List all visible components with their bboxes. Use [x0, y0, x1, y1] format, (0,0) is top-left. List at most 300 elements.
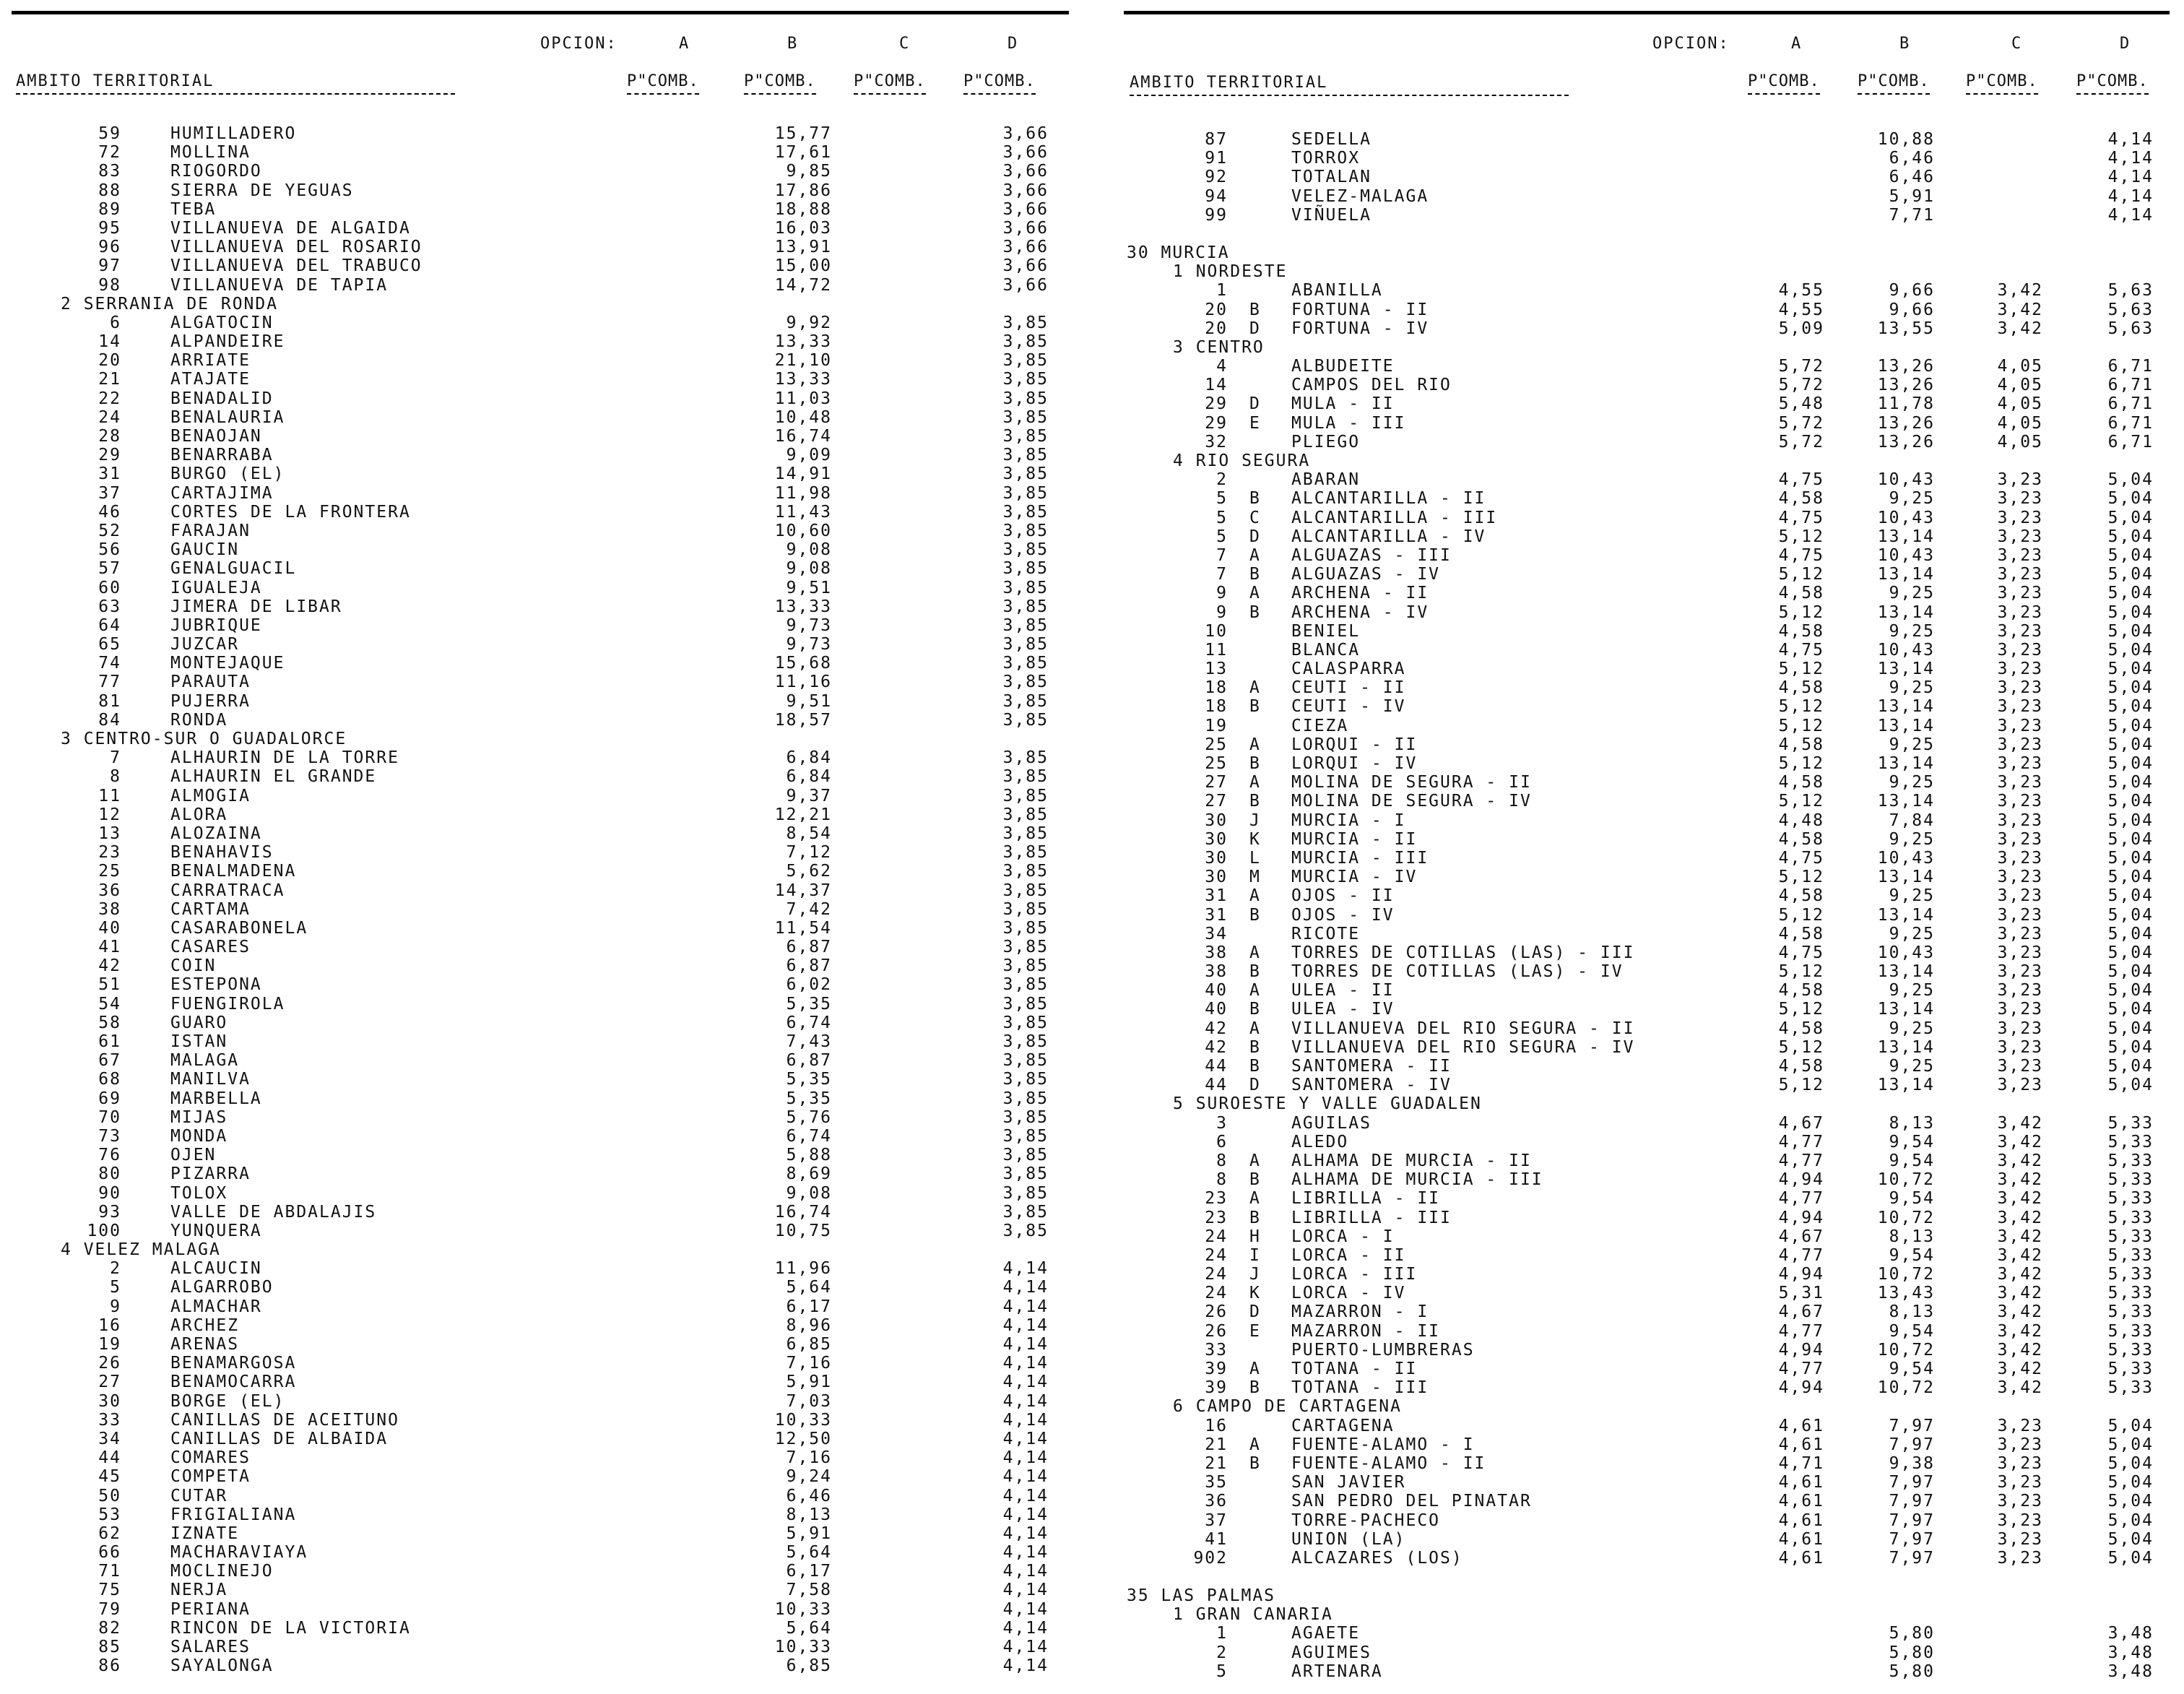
- value-d: 3,85: [1002, 1221, 1049, 1240]
- value-d: 3,85: [1002, 1164, 1049, 1184]
- value-b: 15,00: [774, 256, 832, 276]
- value-d: 3,66: [1002, 256, 1049, 276]
- value-b: 10,60: [774, 521, 832, 540]
- table-row: [1112, 584, 2184, 602]
- value-d: 6,71: [2107, 394, 2154, 414]
- value-c: 3,23: [1997, 1473, 2043, 1492]
- code-suffix: B: [1249, 792, 1261, 811]
- municipality-name: CARTAMA: [170, 899, 251, 919]
- value-d: 5,04: [2107, 829, 2154, 849]
- table-row: [1112, 1284, 2184, 1302]
- municipality-code: 23: [98, 843, 121, 863]
- value-b: 5,64: [786, 1543, 832, 1563]
- value-d: 3,85: [1002, 1070, 1049, 1089]
- municipality-name: VILLANUEVA DEL RIO SEGURA - IV: [1291, 1037, 1635, 1057]
- municipality-code: 94: [1205, 186, 1228, 206]
- municipality-code: 92: [1205, 168, 1228, 187]
- municipality-code: 64: [98, 615, 121, 635]
- municipality-name: PLIEGO: [1291, 432, 1361, 451]
- table-row: [1112, 1624, 2184, 1643]
- municipality-name: ALMACHAR: [170, 1297, 262, 1316]
- value-b: 10,72: [1877, 1378, 1935, 1398]
- value-b: 10,43: [1877, 943, 1935, 962]
- value-b: 9,25: [1889, 735, 1935, 754]
- value-d: 3,85: [1002, 427, 1049, 446]
- municipality-code: 37: [98, 483, 121, 503]
- value-d: 3,85: [1002, 578, 1049, 597]
- value-d: 5,04: [2107, 489, 2154, 509]
- value-c: 3,42: [1997, 319, 2043, 338]
- value-b: 11,03: [774, 389, 832, 408]
- region-title: 30 MURCIA: [1127, 243, 1230, 262]
- municipality-code: 72: [98, 143, 121, 163]
- table-row: [0, 1297, 1083, 1316]
- municipality-name: IZNATE: [170, 1524, 240, 1543]
- municipality-name: BENIEL: [1291, 621, 1361, 641]
- table-row: [1112, 206, 2184, 225]
- value-a: 4,58: [1778, 678, 1824, 698]
- value-a: 4,75: [1778, 545, 1824, 565]
- value-a: 4,58: [1778, 1057, 1824, 1076]
- table-row: [0, 843, 1083, 862]
- value-b: 14,37: [774, 881, 832, 900]
- code-suffix: D: [1249, 1302, 1261, 1322]
- value-c: 3,23: [1997, 1453, 2043, 1473]
- municipality-name: MAZARRON - I: [1291, 1302, 1429, 1322]
- value-b: 13,33: [774, 370, 832, 389]
- value-d: 5,04: [2107, 868, 2154, 887]
- table-row: [0, 351, 1083, 370]
- municipality-code: 1: [1216, 281, 1228, 301]
- value-b: 8,69: [786, 1164, 832, 1184]
- municipality-code: 34: [98, 1429, 121, 1448]
- municipality-name: ALCANTARILLA - III: [1291, 508, 1498, 527]
- value-d: 4,14: [1002, 1524, 1049, 1543]
- value-a: 4,67: [1778, 1227, 1824, 1246]
- municipality-code: 30: [1205, 829, 1228, 849]
- right-page: [1112, 0, 2184, 1694]
- municipality-code: 61: [98, 1032, 121, 1051]
- value-b: 10,33: [774, 1599, 832, 1619]
- value-d: 5,04: [2107, 1076, 2154, 1095]
- value-d: 3,85: [1002, 691, 1049, 711]
- code-suffix: A: [1249, 545, 1261, 565]
- value-c: 3,23: [1997, 886, 2043, 906]
- municipality-name: LIBRILLA - II: [1291, 1189, 1441, 1209]
- municipality-code: 86: [98, 1656, 121, 1676]
- value-c: 4,05: [1997, 357, 2043, 376]
- municipality-code: 29: [1205, 413, 1228, 433]
- region-title: 35 LAS PALMAS: [1127, 1586, 1276, 1606]
- municipality-code: 26: [1205, 1321, 1228, 1341]
- table-row: [1112, 717, 2184, 735]
- subregion-title: 4 VELEZ MALAGA: [61, 1240, 221, 1260]
- value-b: 12,21: [774, 805, 832, 824]
- value-a: 5,72: [1778, 413, 1824, 433]
- code-suffix: B: [1249, 1170, 1261, 1190]
- municipality-name: SEDELLA: [1291, 130, 1372, 149]
- municipality-code: 27: [1205, 792, 1228, 811]
- value-d: 5,04: [2107, 773, 2154, 792]
- table-row: [0, 995, 1083, 1014]
- value-a: 5,12: [1778, 905, 1824, 925]
- value-b: 13,14: [1877, 716, 1935, 735]
- municipality-code: 80: [98, 1164, 121, 1184]
- value-d: 4,14: [1002, 1335, 1049, 1354]
- value-c: 3,42: [1997, 1132, 2043, 1151]
- municipality-code: 99: [1205, 205, 1228, 225]
- municipality-name: SALARES: [170, 1638, 251, 1656]
- value-d: 5,33: [2107, 1321, 2154, 1341]
- table-row: [0, 1448, 1083, 1467]
- value-b: 11,98: [774, 483, 832, 503]
- municipality-code: 5: [1216, 527, 1228, 546]
- value-d: 5,33: [2107, 1265, 2154, 1284]
- municipality-code: 81: [98, 691, 121, 711]
- value-d: 4,14: [1002, 1259, 1049, 1279]
- value-c: 3,42: [1997, 1340, 2043, 1360]
- value-a: 4,58: [1778, 621, 1824, 641]
- table-row: [1112, 603, 2184, 622]
- table-row: [1112, 149, 2184, 168]
- value-b: 9,25: [1889, 924, 1935, 943]
- municipality-code: 54: [98, 994, 121, 1014]
- table-row: [1112, 357, 2184, 376]
- value-c: 3,23: [1997, 489, 2043, 509]
- municipality-name: ULEA - II: [1291, 981, 1395, 1001]
- value-c: 3,23: [1997, 868, 2043, 887]
- value-d: 5,33: [2107, 1170, 2154, 1190]
- municipality-code: 42: [1205, 1019, 1228, 1038]
- municipality-name: BENALAURIA: [170, 407, 285, 427]
- table-row: [1112, 849, 2184, 868]
- value-a: 5,12: [1778, 716, 1824, 735]
- table-row: [0, 484, 1083, 503]
- municipality-code: 6: [110, 313, 121, 332]
- municipality-code: 24: [98, 407, 121, 427]
- value-b: 11,16: [774, 673, 832, 692]
- table-row: [0, 1524, 1083, 1543]
- municipality-name: ALGUAZAS - III: [1291, 545, 1452, 565]
- value-d: 3,85: [1002, 635, 1049, 654]
- value-b: 9,51: [786, 691, 832, 711]
- table-row: [1112, 1302, 2184, 1321]
- value-d: 3,85: [1002, 615, 1049, 635]
- municipality-name: LIBRILLA - III: [1291, 1208, 1452, 1227]
- value-d: 5,04: [2107, 1416, 2154, 1435]
- value-c: 3,23: [1997, 1057, 2043, 1076]
- value-b: 5,91: [786, 1373, 832, 1392]
- column-a-header: A: [1791, 35, 1803, 53]
- value-d: 5,04: [2107, 508, 2154, 527]
- municipality-name: BENADALID: [170, 389, 274, 408]
- value-b: 9,66: [1889, 281, 1935, 301]
- subregion-title: 3 CENTRO-SUR O GUADALORCE: [61, 730, 347, 748]
- value-c: 3,42: [1997, 1360, 2043, 1378]
- value-b: 7,12: [786, 843, 832, 863]
- value-a: 5,48: [1778, 394, 1824, 414]
- value-b: 9,54: [1889, 1360, 1935, 1378]
- municipality-name: ALHAMA DE MURCIA - III: [1291, 1170, 1543, 1190]
- table-row: [0, 597, 1083, 616]
- municipality-code: 20: [98, 351, 121, 371]
- value-c: 3,23: [1997, 735, 2043, 754]
- value-b: 9,25: [1889, 584, 1935, 603]
- table-row: [1112, 754, 2184, 773]
- value-b: 8,96: [786, 1315, 832, 1335]
- table-row: [1112, 1000, 2184, 1019]
- municipality-name: OJOS - IV: [1291, 905, 1395, 925]
- value-c: 3,23: [1997, 1435, 2043, 1454]
- table-row: [1112, 168, 2184, 186]
- value-b: 7,58: [786, 1581, 832, 1600]
- code-suffix: B: [1249, 300, 1261, 319]
- table-row: [0, 522, 1083, 540]
- column-b-header: B: [787, 35, 799, 53]
- value-b: 14,91: [774, 464, 832, 484]
- value-b: 9,66: [1889, 300, 1935, 319]
- municipality-code: 39: [1205, 1378, 1228, 1398]
- municipality-name: CEUTI - II: [1291, 678, 1406, 698]
- value-d: 3,48: [2107, 1624, 2154, 1643]
- value-d: 5,04: [2107, 1548, 2154, 1568]
- value-d: 4,14: [1002, 1638, 1049, 1656]
- value-c: 3,42: [1997, 1284, 2043, 1303]
- value-a: 4,61: [1778, 1492, 1824, 1511]
- municipality-name: GENALGUACIL: [170, 559, 297, 579]
- municipality-name: BENAOJAN: [170, 427, 262, 446]
- value-d: 5,63: [2107, 281, 2154, 301]
- value-d: 5,04: [2107, 811, 2154, 830]
- table-row: [1112, 1643, 2184, 1662]
- value-c: 3,42: [1997, 1245, 2043, 1265]
- value-a: 4,67: [1778, 1302, 1824, 1322]
- value-b: 13,14: [1877, 660, 1935, 679]
- value-d: 5,33: [2107, 1132, 2154, 1151]
- code-suffix: E: [1249, 1321, 1261, 1341]
- column-b-header: B: [1899, 35, 1911, 53]
- value-a: 4,75: [1778, 640, 1824, 660]
- table-row: [1112, 470, 2184, 489]
- municipality-code: 90: [98, 1183, 121, 1203]
- value-b: 9,25: [1889, 773, 1935, 792]
- municipality-code: 7: [1216, 545, 1228, 565]
- municipality-name: MANILVA: [170, 1070, 251, 1089]
- municipality-code: 44: [1205, 1057, 1228, 1076]
- municipality-code: 83: [98, 162, 121, 181]
- value-d: 3,66: [1002, 181, 1049, 200]
- table-row: [0, 1127, 1083, 1146]
- value-b: 9,08: [786, 1183, 832, 1203]
- value-a: 4,77: [1778, 1360, 1824, 1378]
- code-suffix: A: [1249, 773, 1261, 792]
- value-a: 4,77: [1778, 1189, 1824, 1209]
- pcomb-header-d: P"COMB.: [963, 72, 1036, 95]
- value-a: 4,77: [1778, 1132, 1824, 1151]
- value-b: 6,85: [786, 1335, 832, 1354]
- municipality-code: 74: [98, 654, 121, 673]
- value-b: 8,13: [1889, 1227, 1935, 1246]
- value-c: 3,42: [1997, 281, 2043, 301]
- table-row: [1112, 660, 2184, 678]
- municipality-code: 31: [98, 464, 121, 484]
- value-d: 5,33: [2107, 1245, 2154, 1265]
- table-row: [1112, 281, 2184, 300]
- value-b: 9,54: [1889, 1151, 1935, 1170]
- municipality-code: 31: [1205, 886, 1228, 906]
- value-b: 7,16: [786, 1354, 832, 1373]
- table-row: [1112, 1209, 2184, 1227]
- value-d: 4,14: [1002, 1410, 1049, 1430]
- municipality-name: JUBRIQUE: [170, 615, 262, 635]
- code-suffix: B: [1249, 1037, 1261, 1057]
- table-row: [1112, 1322, 2184, 1341]
- value-d: 5,33: [2107, 1360, 2154, 1378]
- municipality-code: 38: [1205, 943, 1228, 962]
- table-row: [0, 559, 1083, 578]
- value-b: 7,97: [1889, 1548, 1935, 1568]
- value-a: 4,71: [1778, 1453, 1824, 1473]
- value-b: 5,35: [786, 1089, 832, 1108]
- municipality-code: 57: [98, 559, 121, 579]
- municipality-name: ALBUDEITE: [1291, 357, 1395, 376]
- municipality-name: PARAUTA: [170, 673, 251, 692]
- municipality-name: FORTUNA - IV: [1291, 319, 1429, 338]
- subregion-title: 1 GRAN CANARIA: [1173, 1605, 1333, 1625]
- value-b: 5,35: [786, 994, 832, 1014]
- municipality-name: TOTANA - III: [1291, 1378, 1429, 1398]
- value-d: 4,14: [1002, 1373, 1049, 1392]
- municipality-name: NERJA: [170, 1581, 228, 1600]
- municipality-name: FUENTE-ALAMO - I: [1291, 1435, 1475, 1454]
- municipality-code: 30: [1205, 848, 1228, 868]
- value-d: 4,14: [1002, 1315, 1049, 1335]
- value-a: 4,48: [1778, 811, 1824, 830]
- subregion-title: 3 CENTRO: [1173, 337, 1265, 357]
- code-suffix: B: [1249, 962, 1261, 982]
- pcomb-header-a: P"COMB.: [1748, 72, 1820, 95]
- municipality-name: ALCAZARES (LOS): [1291, 1548, 1463, 1568]
- value-a: 4,55: [1778, 281, 1824, 301]
- table-row: [0, 1203, 1083, 1222]
- value-d: 3,66: [1002, 162, 1049, 181]
- value-a: 5,12: [1778, 754, 1824, 773]
- municipality-code: 36: [98, 881, 121, 900]
- subregion-heading: [0, 295, 1083, 314]
- table-row: [0, 1487, 1083, 1505]
- value-b: 10,43: [1877, 545, 1935, 565]
- municipality-code: 18: [1205, 678, 1228, 698]
- value-b: 9,54: [1889, 1245, 1935, 1265]
- value-d: 4,14: [1002, 1354, 1049, 1373]
- value-c: 3,42: [1997, 1265, 2043, 1284]
- municipality-code: 25: [98, 862, 121, 881]
- table-row: [0, 692, 1083, 711]
- table-row: [1112, 1114, 2184, 1133]
- value-b: 13,14: [1877, 602, 1935, 622]
- municipality-name: TEBA: [170, 199, 217, 219]
- municipality-code: 91: [1205, 149, 1228, 168]
- municipality-name: ALCAUCIN: [170, 1259, 262, 1279]
- municipality-code: 52: [98, 521, 121, 540]
- value-c: 3,23: [1997, 678, 2043, 698]
- municipality-name: ALOZAINA: [170, 824, 262, 843]
- municipality-code: 41: [1205, 1529, 1228, 1549]
- value-d: 3,85: [1002, 673, 1049, 692]
- value-a: 4,58: [1778, 489, 1824, 509]
- municipality-code: 71: [98, 1562, 121, 1581]
- municipality-code: 24: [1205, 1265, 1228, 1284]
- value-b: 13,14: [1877, 962, 1935, 982]
- municipality-code: 13: [1205, 660, 1228, 679]
- column-d-header: D: [2120, 35, 2131, 53]
- value-b: 6,46: [1889, 149, 1935, 168]
- table-row: [0, 1146, 1083, 1164]
- value-d: 3,48: [2107, 1643, 2154, 1662]
- value-d: 3,85: [1002, 805, 1049, 824]
- value-d: 5,33: [2107, 1189, 2154, 1209]
- code-suffix: B: [1249, 1453, 1261, 1473]
- value-d: 5,04: [2107, 470, 2154, 490]
- ambito-header: AMBITO TERRITORIAL: [1130, 74, 1569, 96]
- value-c: 3,23: [1997, 508, 2043, 527]
- value-d: 6,71: [2107, 357, 2154, 376]
- table-row: [1112, 1057, 2184, 1076]
- value-a: 4,75: [1778, 508, 1824, 527]
- pcomb-header-c: P"COMB.: [854, 72, 926, 95]
- value-d: 4,14: [2107, 168, 2154, 187]
- value-d: 3,66: [1002, 275, 1049, 295]
- value-b: 5,91: [786, 1524, 832, 1543]
- value-c: 3,23: [1997, 1511, 2043, 1530]
- value-d: 5,04: [2107, 1057, 2154, 1076]
- code-suffix: D: [1249, 1076, 1261, 1095]
- municipality-code: 44: [1205, 1076, 1228, 1095]
- value-c: 3,42: [1997, 1227, 2043, 1246]
- municipality-name: MAZARRON - II: [1291, 1321, 1441, 1341]
- value-a: 4,94: [1778, 1378, 1824, 1398]
- municipality-name: IGUALEJA: [170, 578, 262, 597]
- value-d: 5,33: [2107, 1302, 2154, 1322]
- value-c: 3,42: [1997, 1321, 2043, 1341]
- spacer: [1112, 225, 2184, 243]
- municipality-code: 75: [98, 1581, 121, 1600]
- value-c: 3,23: [1997, 981, 2043, 1001]
- municipality-name: MOLLINA: [170, 143, 251, 163]
- municipality-name: ALGARROBO: [170, 1278, 274, 1297]
- municipality-name: MONDA: [170, 1126, 228, 1146]
- table-row: [0, 408, 1083, 427]
- municipality-code: 97: [98, 256, 121, 276]
- subregion-heading: [1112, 338, 2184, 357]
- value-b: 6,46: [786, 1486, 832, 1505]
- municipality-name: MACHARAVIAYA: [170, 1543, 308, 1563]
- value-a: 4,77: [1778, 1321, 1824, 1341]
- code-suffix: A: [1249, 1019, 1261, 1038]
- municipality-code: 10: [1205, 621, 1228, 641]
- code-suffix: H: [1249, 1227, 1261, 1246]
- table-row: [1112, 1076, 2184, 1094]
- municipality-code: 14: [98, 332, 121, 352]
- value-b: 5,64: [786, 1618, 832, 1638]
- municipality-code: 19: [1205, 716, 1228, 735]
- value-b: 11,96: [774, 1259, 832, 1279]
- value-a: 4,75: [1778, 848, 1824, 868]
- value-d: 5,04: [2107, 981, 2154, 1001]
- value-c: 3,42: [1997, 1378, 2043, 1398]
- municipality-name: ALPANDEIRE: [170, 332, 285, 352]
- municipality-name: ALMOGIA: [170, 786, 251, 805]
